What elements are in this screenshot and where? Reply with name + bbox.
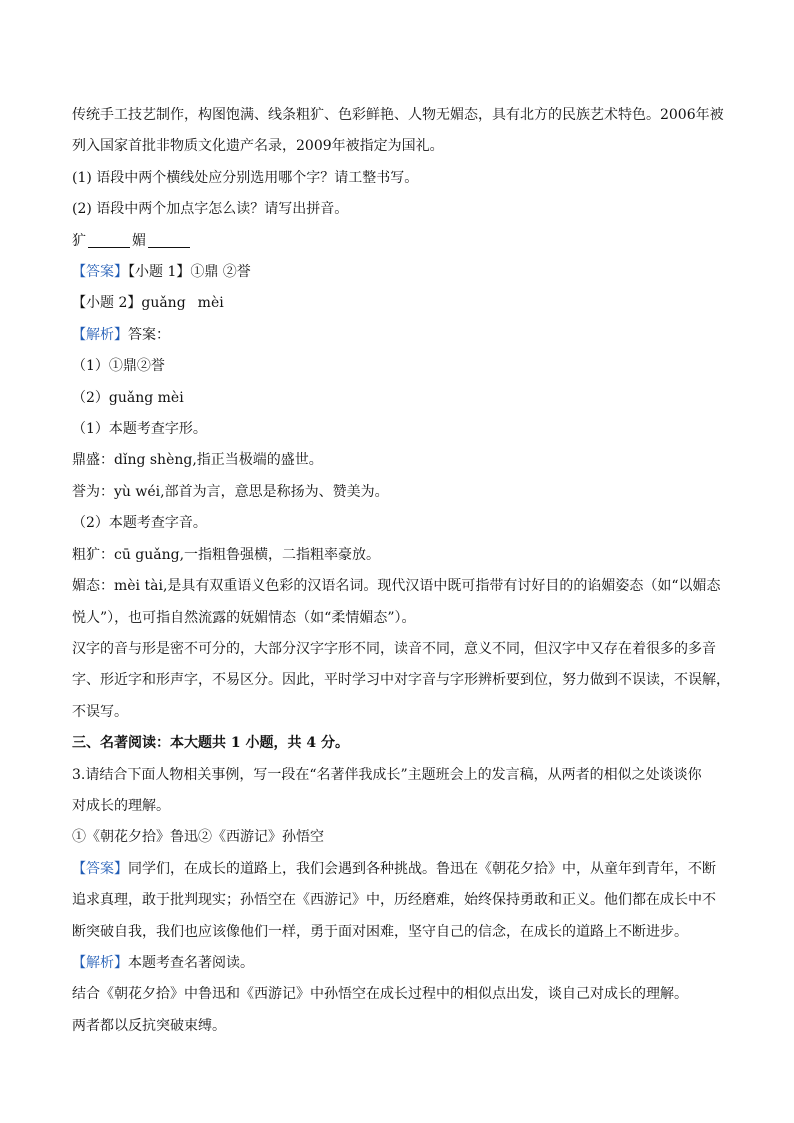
answer-label: 【答案】: [72, 860, 128, 877]
analysis-line: 两者都以反抗突破束缚。: [72, 1017, 226, 1034]
document-body: [72, 100, 732, 1042]
analysis-line: 鼎盛：dǐng shèng,指正当极端的盛世。: [72, 452, 323, 469]
analysis-line: [72, 948, 732, 979]
analysis-line: 媚态：mèi tài,是具有双重语义色彩的汉语名词。现代汉语中既可指带有讨好目的的谄媚姿态（如“以媚态: [72, 578, 721, 595]
answer-text: 同学们，在成长的道路上，我们会遇到各种挑战。鲁迅在《朝花夕拾》中，从童年到青年，不断: [128, 860, 716, 877]
answer-line: [72, 854, 732, 885]
analysis-line: （1）①鼎②誉: [72, 358, 165, 375]
question-2: (2) 语段中两个加点字怎么读？请写出拼音。: [72, 201, 349, 218]
answer-blank: [148, 233, 190, 248]
blank-prefix-2: 媚: [132, 232, 146, 249]
analysis-label: 【解析】: [72, 954, 128, 971]
answer-text: mèi: [197, 295, 224, 312]
paragraph-line: 传统手工技艺制作，构图饱满、线条粗犷、色彩鲜艳、人物无媚态，具有北方的民族艺术特色。2006年被: [72, 107, 724, 123]
analysis-line: （2）guǎng mèi: [72, 389, 184, 406]
analysis-line: [72, 320, 732, 351]
analysis-line: 结合《朝花夕拾》中鲁迅和《西游记》中孙悟空在成长过程中的相似点出发，谈自己对成长的理解。: [72, 986, 688, 1003]
answer-line: 断突破自我，我们也应该像他们一样，勇于面对困难，坚守自己的信念，在成长的道路上不断进步。: [72, 923, 688, 940]
analysis-line: 不误写。: [72, 703, 128, 720]
answer-blanks: [72, 226, 732, 257]
answer-blank: [88, 233, 130, 248]
section-heading: 三、名著阅读：本大题共 1 小题，共 4 分。: [72, 735, 349, 752]
question-1: (1) 语段中两个横线处应分别选用哪个字？请工整书写。: [72, 169, 419, 186]
question-3-items: ①《朝花夕拾》鲁迅②《西游记》孙悟空: [72, 829, 324, 846]
answer-line: 追求真理，敢于批判现实；孙悟空在《西游记》中，历经磨难，始终保持勇敢和正义。他们都在成长中不: [72, 892, 716, 909]
analysis-line: （1）本题考查字形。: [72, 421, 207, 438]
blank-prefix-1: 犷: [72, 232, 86, 249]
answer-text: 【小题 2】guǎng: [72, 295, 186, 312]
analysis-text: 本题考查名著阅读。: [128, 954, 254, 971]
answer-line: [72, 288, 732, 319]
answer-label: 【答案】: [72, 264, 128, 281]
analysis-line: 悦人”），也可指自然流露的妩媚情态（如“柔情媚态”）。: [72, 609, 416, 626]
paragraph-line: 列入国家首批非物质文化遗产名录，2009年被指定为国礼。: [72, 138, 444, 155]
question-3: 对成长的理解。: [72, 797, 170, 814]
analysis-line: 字、形近字和形声字，不易区分。因此，平时学习中对字音与字形辨析要到位，努力做到不误读，不误解，: [72, 672, 730, 689]
analysis-line: （2）本题考查字音。: [72, 515, 207, 532]
analysis-line: 誉为：yù wéi,部首为言，意思是称扬为、赞美为。: [72, 483, 389, 500]
question-3: 3.请结合下面人物相关事例，写一段在“名著伴我成长”主题班会上的发言稿，从两者的相似之处谈谈你: [72, 766, 702, 783]
analysis-line: 粗犷：cū guǎng,一指粗鲁强横，二指粗率豪放。: [72, 546, 381, 563]
analysis-text: 答案：: [128, 326, 170, 343]
answer-line: [72, 257, 732, 288]
analysis-line: 汉字的音与形是密不可分的，大部分汉字字形不同，读音不同，意义不同，但汉字中又存在着很多的多音: [72, 640, 716, 657]
analysis-label: 【解析】: [72, 326, 128, 343]
answer-text: 【小题 1】①鼎 ②誉: [128, 264, 251, 281]
